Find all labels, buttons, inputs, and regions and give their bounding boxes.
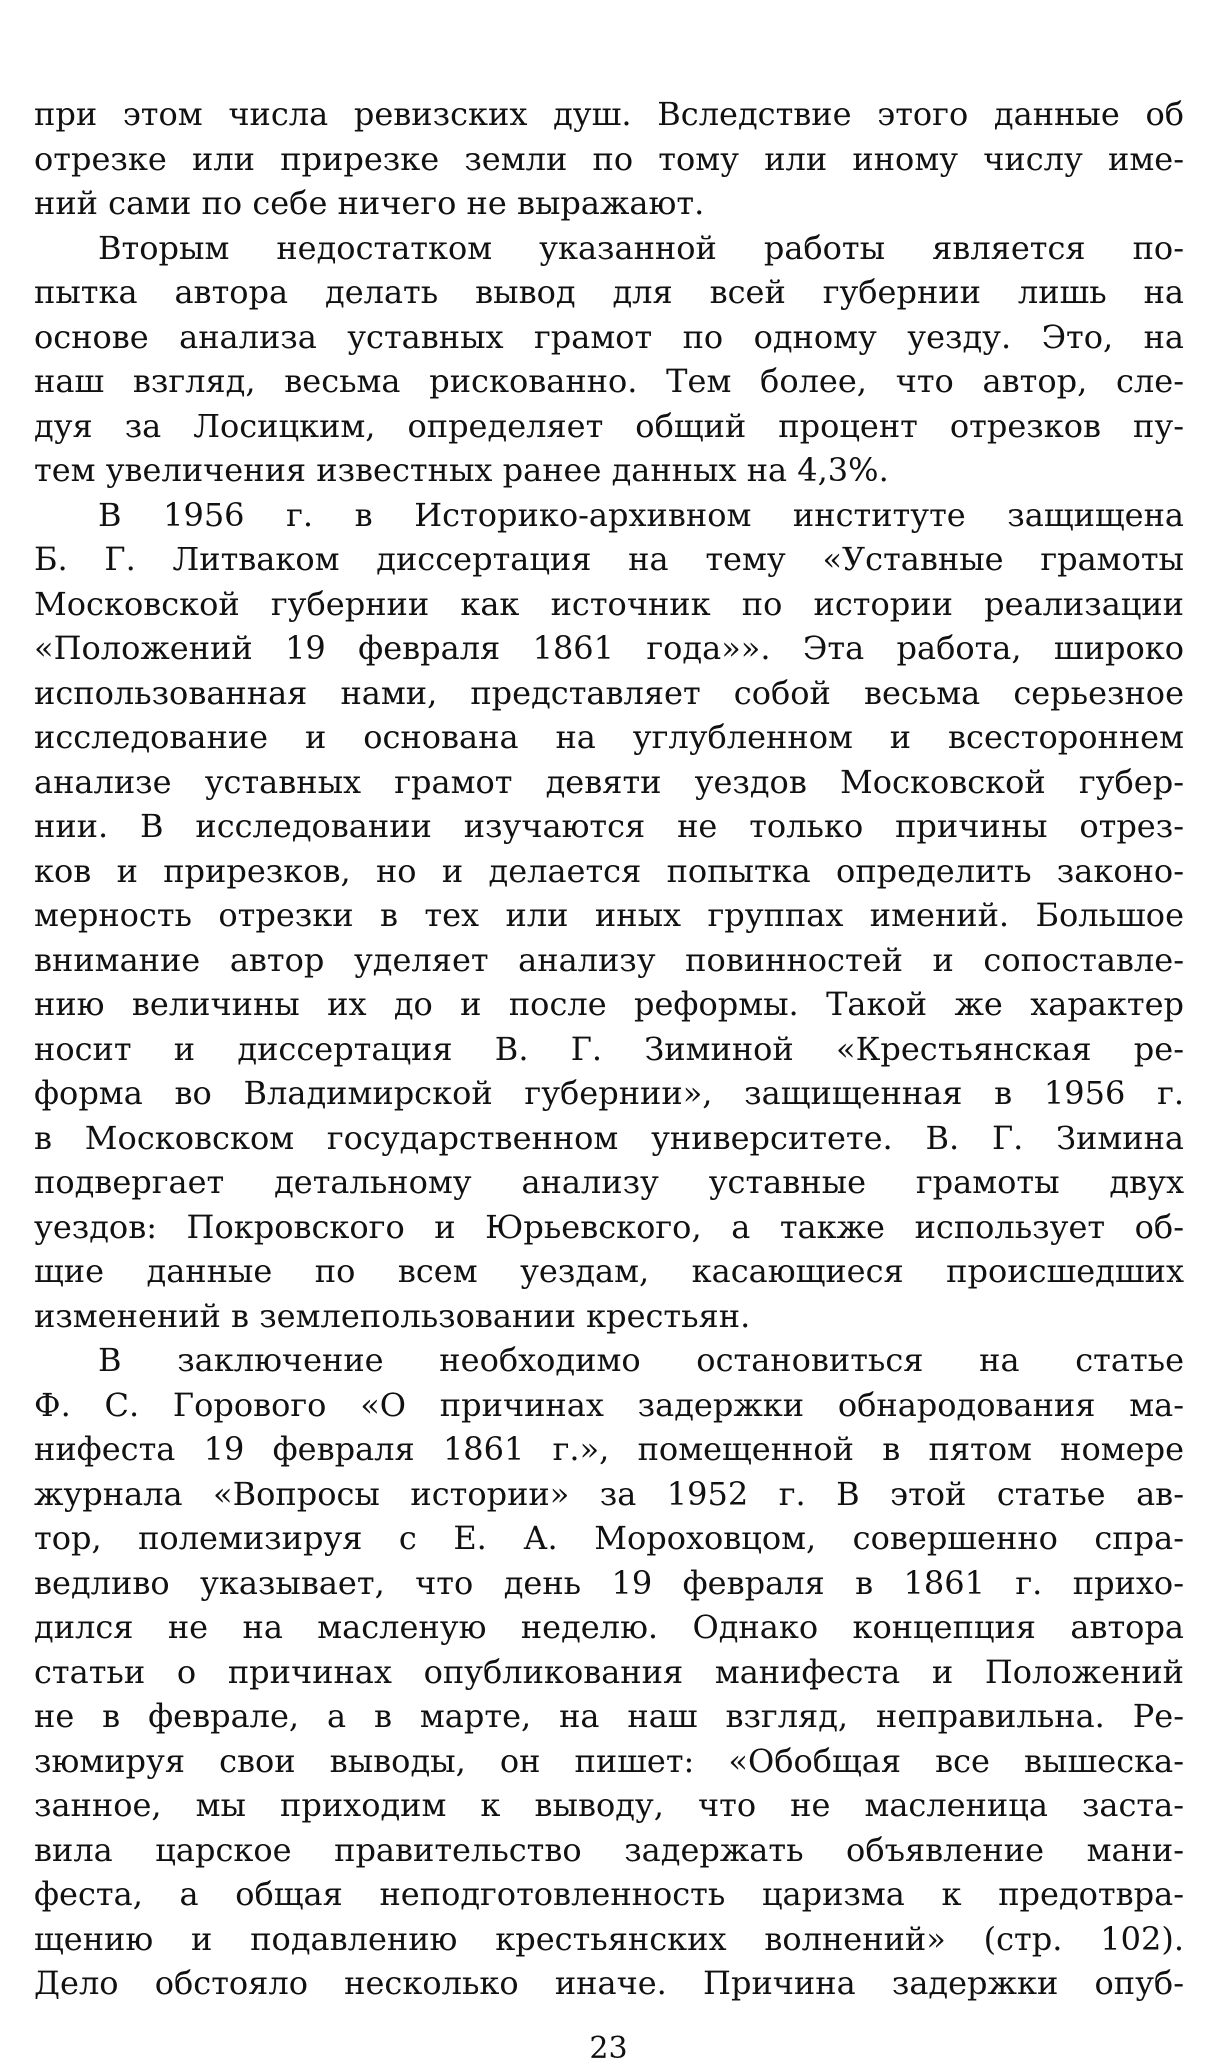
text-line: мерность отрезки в тех или иных группах имений. Большое <box>34 896 1184 934</box>
text-line: отрезке или прирезке земли по тому или иному числу име- <box>34 139 1184 178</box>
text-line: Вторым недостатком указанной работы является по- <box>98 228 1184 267</box>
text-line: нифеста 19 февраля 1861 г.», помещенной в пятом номере <box>34 1430 1184 1468</box>
text-line: в Московском государственном университете. В. Г. Зимина <box>34 1118 1184 1157</box>
text-line: не в феврале, а в марте, на наш взгляд, неправильна. Ре- <box>34 1697 1184 1735</box>
text-line: нию величины их до и после реформы. Такой же характер <box>34 985 1184 1023</box>
text-line: изменений в землепользовании крестьян. <box>34 1296 751 1335</box>
text-line: ний сами по себе ничего не выражают. <box>34 184 705 222</box>
body-text <box>34 92 1184 2006</box>
text-line: занное, мы приходим к выводу, что не масленица заста- <box>34 1786 1184 1824</box>
page-number: 23 <box>589 2031 628 2066</box>
text-line: Московской губернии как источник по истории реализации <box>34 584 1184 623</box>
text-line: вила царское правительство задержать объявление мани- <box>34 1830 1184 1869</box>
text-line: ведливо указывает, что день 19 февраля в 1861 г. прихо- <box>34 1563 1184 1602</box>
text-line: наш взгляд, весьма рискованно. Тем более, что автор, сле- <box>34 362 1184 400</box>
text-line: использованная нами, представляет собой весьма серьезное <box>34 673 1184 712</box>
text-line: щению и подавлению крестьянских волнений» (стр. 102). <box>34 1919 1184 1958</box>
paragraph <box>34 92 1184 226</box>
text-line: форма во Владимирской губернии», защищенная в 1956 г. <box>34 1074 1184 1112</box>
text-line: В заключение необходимо остановиться на статье <box>98 1341 1184 1379</box>
text-line: исследование и основана на углубленном и всестороннем <box>34 718 1184 756</box>
text-line: В 1956 г. в Историко-архивном институте защищена <box>98 495 1184 534</box>
text-line: «Положений 19 февраля 1861 года»». Эта работа, широко <box>34 629 1184 667</box>
text-line: тем увеличения известных ранее данных на 4,3%. <box>34 451 889 489</box>
text-line: тор, полемизируя с Е. А. Мороховцом, совершенно спра- <box>34 1519 1184 1557</box>
text-line: подвергает детальному анализу уставные грамоты двух <box>34 1163 1184 1201</box>
text-line: анализе уставных грамот девяти уездов Московской губер- <box>34 762 1184 801</box>
text-line: при этом числа ревизских душ. Вследствие этого данные об <box>34 95 1184 133</box>
text-line: основе анализа уставных грамот по одному уезду. Это, на <box>34 317 1184 356</box>
text-line: дуя за Лосицким, определяет общий процент отрезков пу- <box>34 406 1184 445</box>
text-line: дился не на масленую неделю. Однако концепция автора <box>34 1608 1184 1646</box>
paragraph <box>34 226 1184 493</box>
paragraph <box>34 1338 1184 2006</box>
text-line: Ф. С. Горового «О причинах задержки обнародования ма- <box>34 1385 1184 1424</box>
text-line: зюмируя свои выводы, он пишет: «Обобщая все вышеска- <box>34 1741 1184 1780</box>
text-line: ков и прирезков, но и делается попытка определить законо- <box>34 851 1184 890</box>
text-line: уездов: Покровского и Юрьевского, а также использует об- <box>34 1207 1184 1246</box>
text-line: статьи о причинах опубликования манифеста и Положений <box>34 1652 1184 1691</box>
text-line: щие данные по всем уездам, касающиеся происшедших <box>34 1252 1184 1290</box>
text-line: Б. Г. Литваком диссертация на тему «Уставные грамоты <box>34 540 1184 578</box>
text-line: феста, а общая неподготовленность царизма к предотвра- <box>34 1875 1184 1913</box>
text-line: Дело обстояло несколько иначе. Причина задержки опуб- <box>34 1964 1184 2002</box>
text-line: журнала «Вопросы истории» за 1952 г. В этой статье ав- <box>34 1474 1184 1513</box>
text-line: нии. В исследовании изучаются не только причины отрез- <box>34 807 1184 845</box>
paragraph <box>34 493 1184 1339</box>
text-line: пытка автора делать вывод для всей губернии лишь на <box>34 273 1184 311</box>
text-line: внимание автор уделяет анализу повинностей и сопоставле- <box>34 940 1184 979</box>
text-line: носит и диссертация В. Г. Зиминой «Крестьянская ре- <box>34 1029 1184 1068</box>
